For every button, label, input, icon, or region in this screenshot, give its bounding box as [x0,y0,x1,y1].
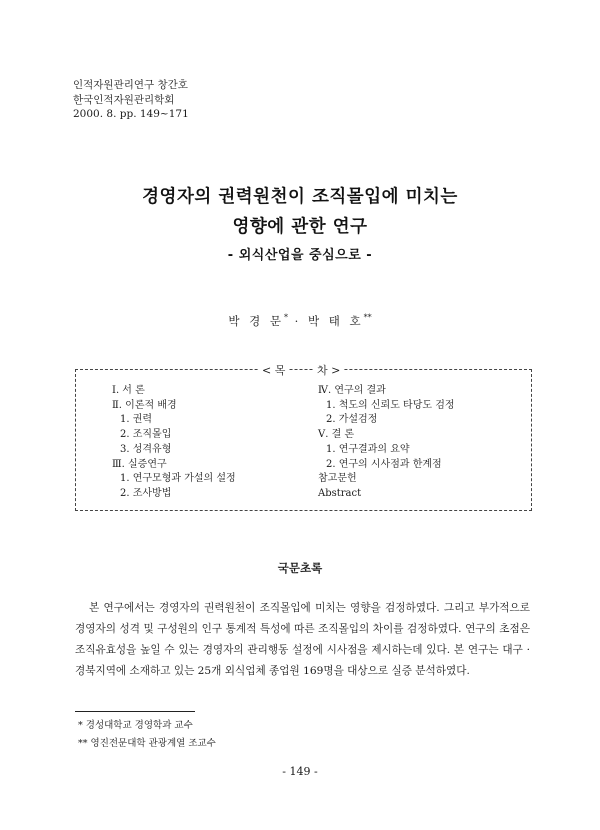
toc-item: 2. 조사방법 [120,487,172,499]
page-number: - 149 - [282,765,318,778]
abstract-body: 본 연구에서는 경영자의 권력원천이 조직몰입에 미치는 영향을 검정하였다. 그리고 부가적으로 경영자의 성격 및 구성원의 인구 통계적 특성에 따른 조직몰입의 차이를 검정하였다. 연구의 초점은 조직유효성을 높일 수 있는 경영자의 관리행동 설정에 시사점을 제시하는데 있다. 본 연구는 대구 · 경북지역에 소재하고 있는 25개 외식업체 종업원 169명을 대상으로 실증 분석하였다. [75,602,530,677]
author-1-mark: * [284,313,289,323]
toc-item: 참고문헌 [318,473,357,485]
toc-left-column [112,384,236,502]
toc-item: 2. 조직몰입 [120,429,172,441]
journal-name: 인적자원관리연구 창간호 [73,79,188,91]
toc-item: 1. 척도의 신뢰도 타당도 검정 [326,399,455,411]
author-2: 박 태 호 [307,314,364,328]
journal-info [73,78,189,122]
author-2-mark: ** [363,313,372,323]
toc-item: Ⅱ. 이론적 배경 [112,399,177,411]
toc-item: Abstract [318,487,362,499]
abstract-heading: 국문초록 [277,561,323,575]
author-1: 박 경 문 [228,314,285,328]
footnote-1: * 경성대학교 경영학과 교수 [78,720,193,731]
paper-title-line1: 경영자의 권력원천이 조직몰입에 미치는 [142,187,458,207]
toc-item: Ⅲ. 실증연구 [112,458,167,470]
toc-right-column [318,384,455,502]
toc-item: Ⅴ. 결 론 [318,429,355,441]
toc-item: 2. 연구의 시사점과 한계점 [326,458,442,470]
authors [0,313,600,329]
toc-item: 3. 성격유형 [120,443,172,455]
footnote-2: ** 영진전문대학 관광계열 조교수 [78,738,216,749]
journal-issue: 2000. 8. pp. 149~171 [73,108,189,120]
toc-item: 1. 연구결과의 요약 [326,443,410,455]
toc-heading-right: 차 > [313,362,344,378]
toc-item: Ⅰ. 서 론 [112,385,145,396]
author-separator: · [288,314,308,328]
toc-item: 1. 연구모형과 가설의 설정 [120,473,236,485]
toc-item: 1. 권력 [120,414,153,426]
society-name: 한국인적자원관리학회 [73,93,175,106]
toc-item: Ⅳ. 연구의 결과 [318,385,386,396]
paper-subtitle: - 외식산업을 중심으로 - [227,248,373,263]
paper-title-line2: 영향에 관한 연구 [232,217,368,237]
toc-item: 2. 가설검정 [326,414,378,426]
footnote-rule [75,711,195,712]
toc-heading-left: < 목 [258,362,289,378]
